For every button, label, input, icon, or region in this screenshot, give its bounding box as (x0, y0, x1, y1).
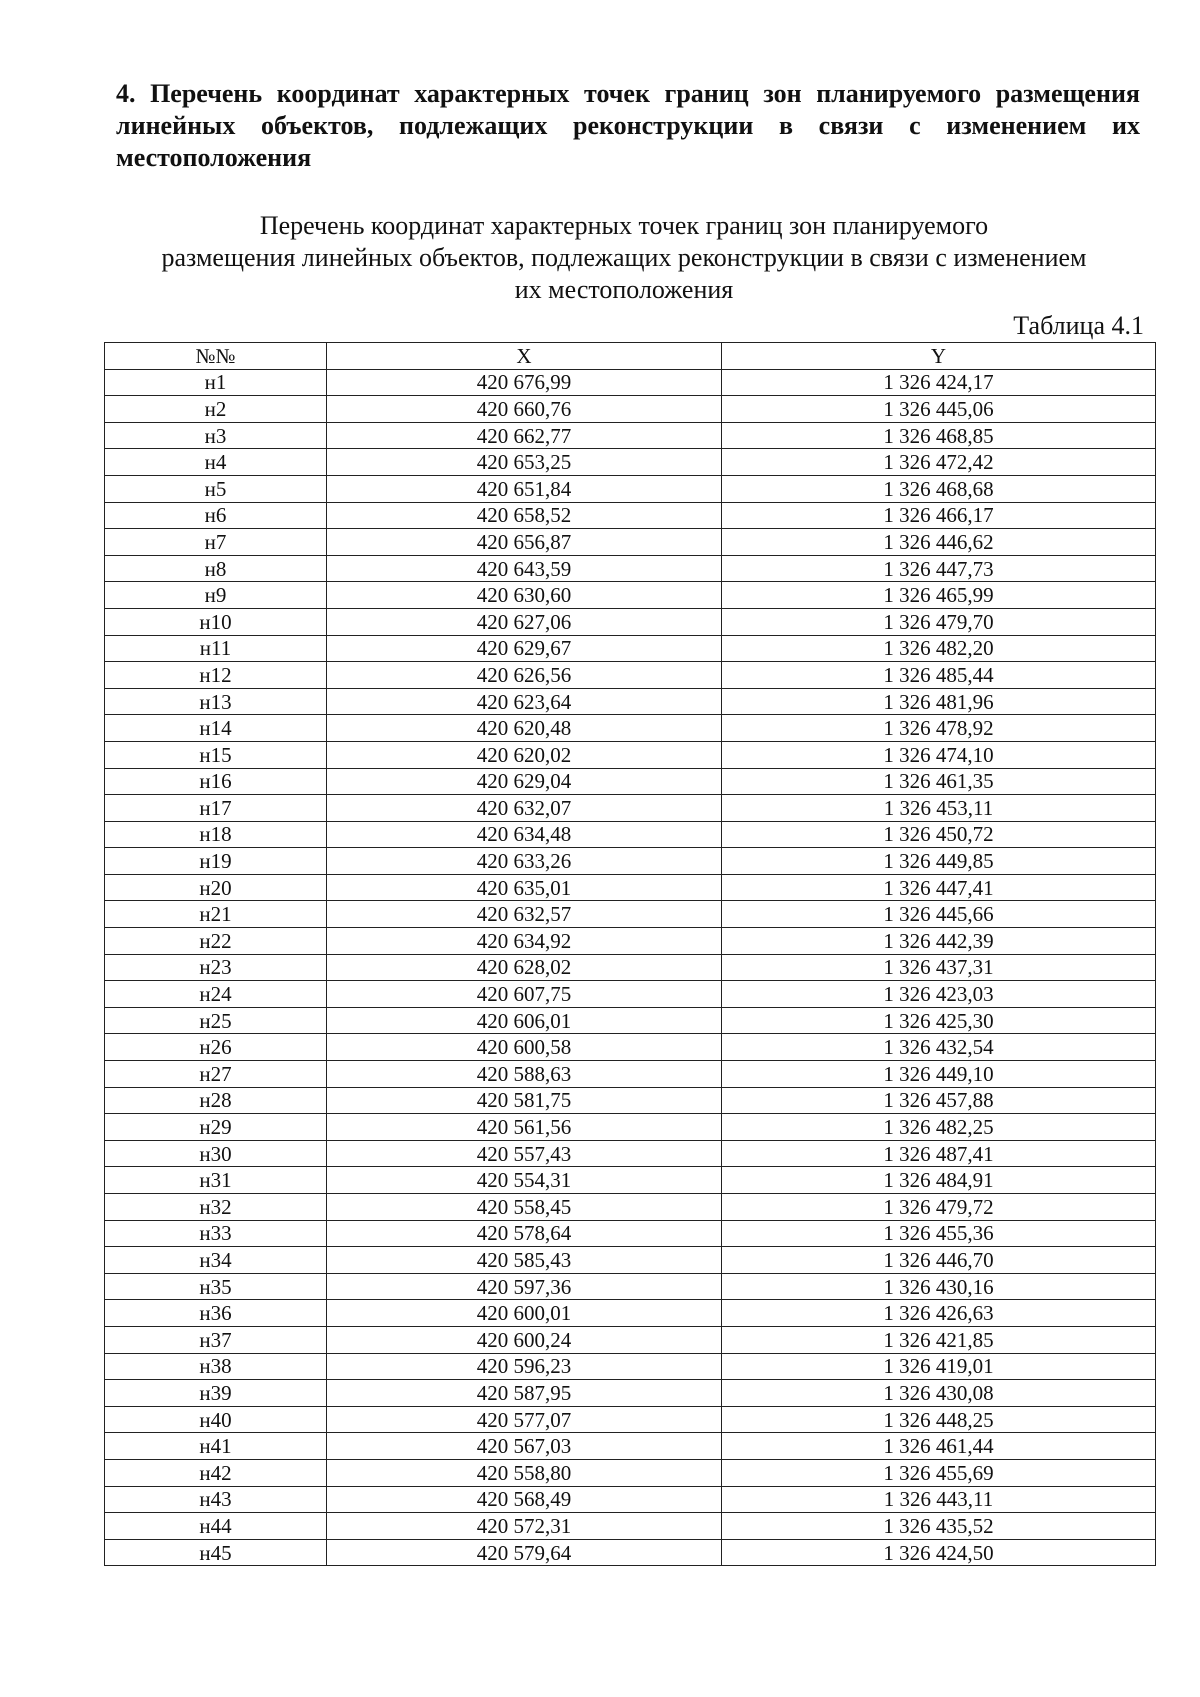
table-row (105, 662, 1156, 689)
table-row (105, 954, 1156, 981)
cell-x: 420 630,60 (327, 582, 722, 609)
table-row (105, 529, 1156, 556)
column-header-y: Y (722, 343, 1156, 370)
cell-y: 1 326 465,99 (722, 582, 1156, 609)
table-row (105, 396, 1156, 423)
cell-y: 1 326 426,63 (722, 1300, 1156, 1327)
coordinates-table (104, 342, 1156, 1566)
cell-point-number: н5 (105, 475, 327, 502)
cell-point-number: н20 (105, 874, 327, 901)
cell-y: 1 326 430,08 (722, 1380, 1156, 1407)
table-header-row (105, 343, 1156, 370)
cell-y: 1 326 425,30 (722, 1007, 1156, 1034)
table-row (105, 1087, 1156, 1114)
cell-x: 420 632,57 (327, 901, 722, 928)
table-caption-line: размещения линейных объектов, подлежащих реконструкции в связи с изменением (161, 243, 1087, 272)
table-caption-line: Перечень координат характерных точек границ зон планируемого (259, 211, 989, 240)
cell-point-number: н9 (105, 582, 327, 609)
table-row (105, 1433, 1156, 1460)
cell-y: 1 326 455,36 (722, 1220, 1156, 1247)
cell-y: 1 326 448,25 (722, 1406, 1156, 1433)
section-heading: 4. Перечень координат характерных точек границ зон планируемого размещения линейных объектов, подлежащих реконструкции в связи с изменением их местоположения (116, 79, 1140, 172)
cell-x: 420 634,48 (327, 821, 722, 848)
cell-point-number: н37 (105, 1326, 327, 1353)
table-body (105, 369, 1156, 1566)
cell-point-number: н23 (105, 954, 327, 981)
cell-x: 420 600,58 (327, 1034, 722, 1061)
cell-point-number: н15 (105, 741, 327, 768)
table-row (105, 422, 1156, 449)
cell-point-number: н1 (105, 369, 327, 396)
table-row (105, 1353, 1156, 1380)
table-row (105, 981, 1156, 1008)
cell-x: 420 558,45 (327, 1194, 722, 1221)
table-row (105, 1459, 1156, 1486)
cell-x: 420 629,04 (327, 768, 722, 795)
cell-y: 1 326 468,85 (722, 422, 1156, 449)
cell-x: 420 620,48 (327, 715, 722, 742)
cell-point-number: н30 (105, 1140, 327, 1167)
cell-y: 1 326 484,91 (722, 1167, 1156, 1194)
cell-y: 1 326 472,42 (722, 449, 1156, 476)
cell-x: 420 568,49 (327, 1486, 722, 1513)
cell-y: 1 326 479,70 (722, 608, 1156, 635)
cell-y: 1 326 421,85 (722, 1326, 1156, 1353)
cell-x: 420 620,02 (327, 741, 722, 768)
cell-point-number: н16 (105, 768, 327, 795)
cell-point-number: н45 (105, 1539, 327, 1566)
cell-x: 420 676,99 (327, 369, 722, 396)
cell-point-number: н13 (105, 688, 327, 715)
cell-point-number: н40 (105, 1406, 327, 1433)
cell-x: 420 557,43 (327, 1140, 722, 1167)
cell-y: 1 326 423,03 (722, 981, 1156, 1008)
cell-y: 1 326 481,96 (722, 688, 1156, 715)
cell-x: 420 587,95 (327, 1380, 722, 1407)
table-caption (104, 210, 1144, 306)
cell-y: 1 326 449,85 (722, 848, 1156, 875)
cell-point-number: н17 (105, 795, 327, 822)
cell-y: 1 326 419,01 (722, 1353, 1156, 1380)
cell-x: 420 579,64 (327, 1539, 722, 1566)
cell-y: 1 326 485,44 (722, 662, 1156, 689)
cell-point-number: н18 (105, 821, 327, 848)
cell-y: 1 326 457,88 (722, 1087, 1156, 1114)
cell-x: 420 558,80 (327, 1459, 722, 1486)
cell-point-number: н22 (105, 928, 327, 955)
cell-x: 420 567,03 (327, 1433, 722, 1460)
cell-y: 1 326 466,17 (722, 502, 1156, 529)
cell-y: 1 326 478,92 (722, 715, 1156, 742)
cell-point-number: н26 (105, 1034, 327, 1061)
table-row (105, 475, 1156, 502)
table-row (105, 821, 1156, 848)
cell-x: 420 662,77 (327, 422, 722, 449)
cell-y: 1 326 447,41 (722, 874, 1156, 901)
cell-point-number: н38 (105, 1353, 327, 1380)
table-row (105, 449, 1156, 476)
cell-x: 420 660,76 (327, 396, 722, 423)
table-row (105, 635, 1156, 662)
table-row (105, 901, 1156, 928)
table-row (105, 688, 1156, 715)
cell-y: 1 326 461,35 (722, 768, 1156, 795)
cell-x: 420 626,56 (327, 662, 722, 689)
cell-y: 1 326 461,44 (722, 1433, 1156, 1460)
table-row (105, 848, 1156, 875)
cell-point-number: н2 (105, 396, 327, 423)
cell-y: 1 326 447,73 (722, 555, 1156, 582)
table-row (105, 1167, 1156, 1194)
table-row (105, 1061, 1156, 1088)
cell-x: 420 577,07 (327, 1406, 722, 1433)
table-row (105, 1486, 1156, 1513)
cell-x: 420 632,07 (327, 795, 722, 822)
cell-y: 1 326 432,54 (722, 1034, 1156, 1061)
table-caption-line: их местоположения (514, 275, 734, 304)
cell-y: 1 326 479,72 (722, 1194, 1156, 1221)
cell-y: 1 326 453,11 (722, 795, 1156, 822)
cell-point-number: н43 (105, 1486, 327, 1513)
cell-y: 1 326 468,68 (722, 475, 1156, 502)
table-row (105, 1007, 1156, 1034)
table-row (105, 1140, 1156, 1167)
cell-x: 420 658,52 (327, 502, 722, 529)
cell-y: 1 326 446,62 (722, 529, 1156, 556)
cell-x: 420 634,92 (327, 928, 722, 955)
cell-x: 420 554,31 (327, 1167, 722, 1194)
table-row (105, 555, 1156, 582)
cell-y: 1 326 435,52 (722, 1513, 1156, 1540)
table-row (105, 1247, 1156, 1274)
table-row (105, 1273, 1156, 1300)
cell-y: 1 326 474,10 (722, 741, 1156, 768)
table-row (105, 1220, 1156, 1247)
cell-y: 1 326 442,39 (722, 928, 1156, 955)
table-row (105, 369, 1156, 396)
table-row (105, 608, 1156, 635)
cell-x: 420 588,63 (327, 1061, 722, 1088)
table-row (105, 1539, 1156, 1566)
cell-x: 420 623,64 (327, 688, 722, 715)
cell-x: 420 561,56 (327, 1114, 722, 1141)
cell-y: 1 326 424,17 (722, 369, 1156, 396)
table-row (105, 582, 1156, 609)
cell-x: 420 607,75 (327, 981, 722, 1008)
cell-x: 420 596,23 (327, 1353, 722, 1380)
cell-point-number: н29 (105, 1114, 327, 1141)
cell-point-number: н44 (105, 1513, 327, 1540)
table-row (105, 928, 1156, 955)
cell-y: 1 326 455,69 (722, 1459, 1156, 1486)
table-row (105, 715, 1156, 742)
cell-y: 1 326 424,50 (722, 1539, 1156, 1566)
table-row (105, 768, 1156, 795)
cell-x: 420 629,67 (327, 635, 722, 662)
table-row (105, 1194, 1156, 1221)
table-row (105, 741, 1156, 768)
cell-point-number: н42 (105, 1459, 327, 1486)
cell-y: 1 326 437,31 (722, 954, 1156, 981)
cell-point-number: н8 (105, 555, 327, 582)
cell-point-number: н36 (105, 1300, 327, 1327)
cell-point-number: н35 (105, 1273, 327, 1300)
table-number: Таблица 4.1 (1013, 311, 1144, 340)
cell-x: 420 643,59 (327, 555, 722, 582)
cell-y: 1 326 446,70 (722, 1247, 1156, 1274)
cell-point-number: н41 (105, 1433, 327, 1460)
cell-point-number: н19 (105, 848, 327, 875)
table-row (105, 795, 1156, 822)
cell-y: 1 326 430,16 (722, 1273, 1156, 1300)
cell-x: 420 600,24 (327, 1326, 722, 1353)
cell-point-number: н6 (105, 502, 327, 529)
cell-x: 420 606,01 (327, 1007, 722, 1034)
cell-y: 1 326 482,25 (722, 1114, 1156, 1141)
cell-x: 420 635,01 (327, 874, 722, 901)
cell-y: 1 326 443,11 (722, 1486, 1156, 1513)
table-row (105, 1380, 1156, 1407)
cell-point-number: н39 (105, 1380, 327, 1407)
cell-y: 1 326 445,66 (722, 901, 1156, 928)
cell-x: 420 581,75 (327, 1087, 722, 1114)
cell-x: 420 585,43 (327, 1247, 722, 1274)
cell-x: 420 633,26 (327, 848, 722, 875)
cell-point-number: н25 (105, 1007, 327, 1034)
cell-point-number: н28 (105, 1087, 327, 1114)
cell-point-number: н10 (105, 608, 327, 635)
cell-x: 420 656,87 (327, 529, 722, 556)
column-header-number: №№ (105, 343, 327, 370)
cell-y: 1 326 445,06 (722, 396, 1156, 423)
cell-y: 1 326 449,10 (722, 1061, 1156, 1088)
table-row (105, 874, 1156, 901)
cell-x: 420 627,06 (327, 608, 722, 635)
cell-x: 420 600,01 (327, 1300, 722, 1327)
cell-x: 420 628,02 (327, 954, 722, 981)
cell-x: 420 572,31 (327, 1513, 722, 1540)
cell-point-number: н24 (105, 981, 327, 1008)
cell-point-number: н12 (105, 662, 327, 689)
cell-point-number: н7 (105, 529, 327, 556)
table-row (105, 1326, 1156, 1353)
cell-x: 420 653,25 (327, 449, 722, 476)
cell-x: 420 578,64 (327, 1220, 722, 1247)
cell-point-number: н34 (105, 1247, 327, 1274)
cell-point-number: н4 (105, 449, 327, 476)
cell-point-number: н27 (105, 1061, 327, 1088)
cell-point-number: н21 (105, 901, 327, 928)
table-row (105, 1034, 1156, 1061)
table-row (105, 1114, 1156, 1141)
table-row (105, 1406, 1156, 1433)
cell-point-number: н32 (105, 1194, 327, 1221)
table-row (105, 1300, 1156, 1327)
cell-x: 420 597,36 (327, 1273, 722, 1300)
cell-point-number: н11 (105, 635, 327, 662)
table-row (105, 1513, 1156, 1540)
cell-point-number: н14 (105, 715, 327, 742)
cell-point-number: н3 (105, 422, 327, 449)
cell-point-number: н31 (105, 1167, 327, 1194)
column-header-x: X (327, 343, 722, 370)
cell-y: 1 326 487,41 (722, 1140, 1156, 1167)
table-row (105, 502, 1156, 529)
cell-point-number: н33 (105, 1220, 327, 1247)
cell-y: 1 326 450,72 (722, 821, 1156, 848)
cell-y: 1 326 482,20 (722, 635, 1156, 662)
cell-x: 420 651,84 (327, 475, 722, 502)
